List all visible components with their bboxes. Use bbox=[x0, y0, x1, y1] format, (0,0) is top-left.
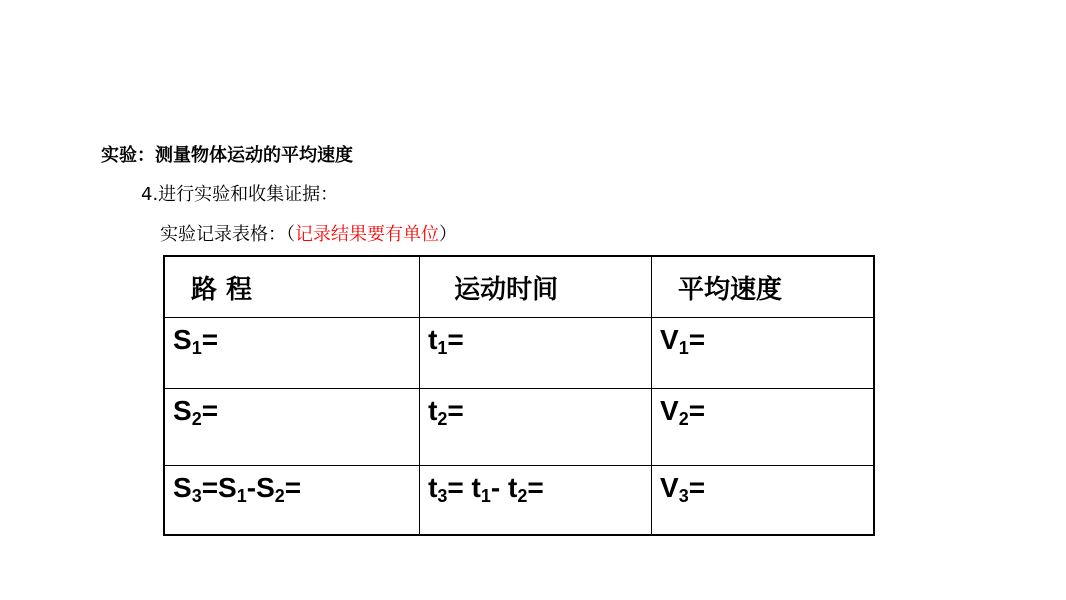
formula-text bbox=[173, 324, 219, 358]
formula-text bbox=[660, 472, 706, 506]
header-distance bbox=[164, 256, 420, 318]
cell-time bbox=[420, 318, 652, 389]
record-table bbox=[163, 255, 875, 536]
formula-subscript: 3 bbox=[437, 486, 448, 506]
record-caption-prefix: 实验记录表格：（ bbox=[160, 224, 295, 245]
formula-subscript: 2 bbox=[678, 409, 689, 429]
formula-run: -S bbox=[246, 472, 275, 503]
formula-subscript: 2 bbox=[191, 409, 202, 429]
formula-run: = bbox=[447, 324, 464, 355]
formula-subscript: 1 bbox=[437, 338, 448, 358]
formula-run: = bbox=[201, 324, 219, 355]
formula-run: V bbox=[660, 472, 679, 503]
cell-distance bbox=[164, 389, 420, 466]
formula-run: = bbox=[688, 472, 706, 503]
formula-text bbox=[428, 472, 544, 506]
record-caption bbox=[160, 220, 457, 246]
formula-run: = bbox=[201, 395, 219, 426]
formula-text bbox=[173, 472, 302, 506]
formula-run: t bbox=[428, 395, 438, 426]
formula-run: V bbox=[660, 324, 679, 355]
formula-run: S bbox=[173, 472, 192, 503]
formula-text bbox=[428, 395, 464, 429]
formula-run: = t bbox=[447, 472, 481, 503]
formula-text bbox=[428, 324, 464, 358]
formula-run: V bbox=[660, 395, 679, 426]
formula-subscript: 2 bbox=[437, 409, 448, 429]
cell-time bbox=[420, 389, 652, 466]
formula-run: = bbox=[447, 395, 464, 426]
cell-distance bbox=[164, 466, 420, 536]
formula-run: S bbox=[173, 324, 192, 355]
table-row bbox=[164, 318, 874, 389]
units-note: 记录结果要有单位 bbox=[295, 224, 439, 245]
header-distance-label: 路 程 bbox=[191, 274, 253, 305]
formula-run: S bbox=[173, 395, 192, 426]
formula-text bbox=[173, 395, 219, 429]
table-row bbox=[164, 389, 874, 466]
formula-subscript: 2 bbox=[517, 486, 528, 506]
formula-subscript: 1 bbox=[191, 338, 202, 358]
formula-run: t bbox=[428, 324, 438, 355]
formula-run: =S bbox=[201, 472, 237, 503]
formula-run: t bbox=[428, 472, 438, 503]
formula-text bbox=[660, 395, 706, 429]
cell-time bbox=[420, 466, 652, 536]
formula-subscript: 1 bbox=[480, 486, 491, 506]
table-header-row bbox=[164, 256, 874, 318]
header-time bbox=[420, 256, 652, 318]
formula-run: = bbox=[688, 395, 706, 426]
cell-speed bbox=[652, 466, 875, 536]
formula-subscript: 3 bbox=[678, 486, 689, 506]
page-title: 实验：测量物体运动的平均速度 bbox=[101, 145, 353, 166]
formula-subscript: 1 bbox=[678, 338, 689, 358]
header-speed-label: 平均速度 bbox=[678, 274, 783, 305]
step-heading: 4.进行实验和收集证据： bbox=[141, 184, 339, 205]
formula-text bbox=[660, 324, 706, 358]
formula-subscript: 2 bbox=[274, 486, 285, 506]
formula-run: = bbox=[284, 472, 302, 503]
formula-subscript: 1 bbox=[236, 486, 247, 506]
header-time-label: 运动时间 bbox=[454, 274, 559, 305]
cell-speed bbox=[652, 318, 875, 389]
cell-speed bbox=[652, 389, 875, 466]
formula-subscript: 3 bbox=[191, 486, 202, 506]
table-row bbox=[164, 466, 874, 536]
cell-distance bbox=[164, 318, 420, 389]
formula-run: - t bbox=[490, 472, 518, 503]
formula-run: = bbox=[527, 472, 544, 503]
record-caption-suffix: ） bbox=[439, 224, 457, 245]
header-speed bbox=[652, 256, 875, 318]
formula-run: = bbox=[688, 324, 706, 355]
